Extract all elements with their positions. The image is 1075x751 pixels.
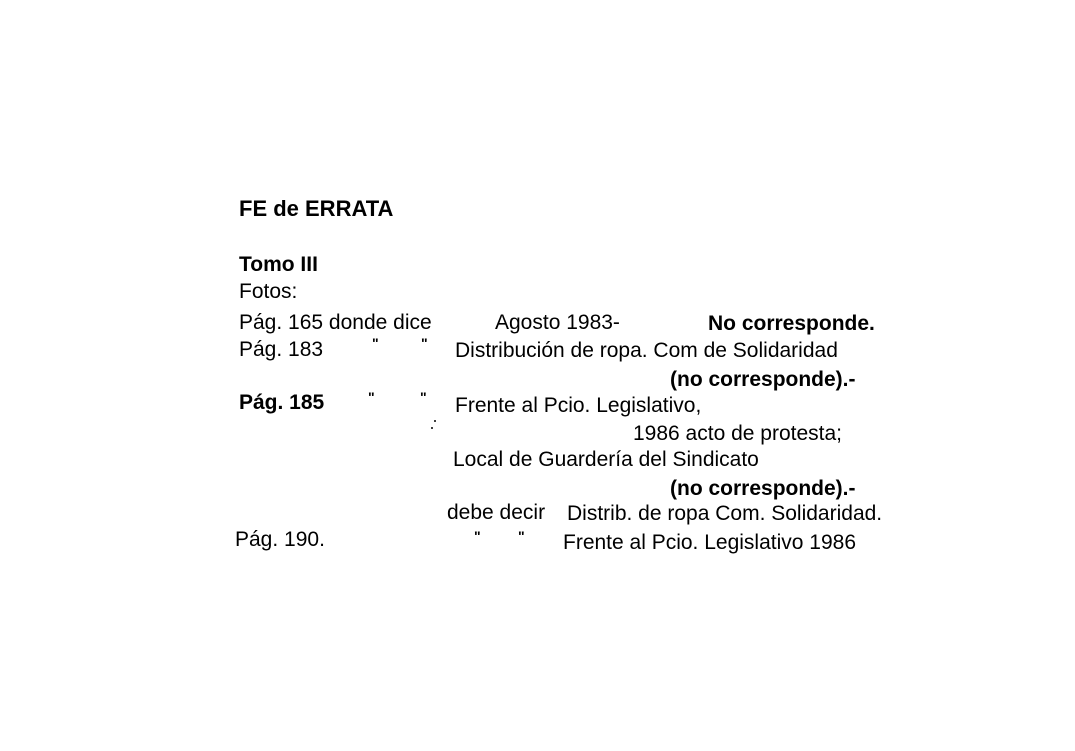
document-title: FE de ERRATA [239, 196, 394, 221]
entry-190-ditto-2: " [518, 528, 525, 544]
entry-185-caption-line-1: Frente al Pcio. Legislativo, [455, 394, 702, 417]
entry-190-caption: Frente al Pcio. Legislativo 1986 [563, 531, 857, 554]
entry-183-ditto-2: " [421, 335, 428, 351]
entry-183-page: Pág. 183 [239, 338, 324, 361]
volume-heading: Tomo III [239, 253, 318, 276]
entry-183-ditto-1: " [372, 335, 379, 351]
entry-185-page: Pág. 185 [239, 391, 325, 414]
entry-183-note: (no corresponde).- [670, 368, 856, 391]
entry-185-caption-line-3: Local de Guardería del Sindicato [453, 448, 759, 471]
entry-165-caption: Agosto 1983- [495, 311, 620, 334]
entry-185-correction: Distrib. de ropa Com. Solidaridad. [567, 502, 883, 525]
section-label: Fotos: [239, 280, 298, 303]
entry-190-page: Pág. 190. [235, 528, 325, 551]
entry-183-caption: Distribución de ropa. Com de Solidaridad [455, 339, 838, 362]
scan-speck [431, 427, 433, 429]
entry-185-correction-label: debe decir [447, 501, 546, 524]
entry-185-ditto-1: " [368, 389, 375, 405]
scan-speck [434, 420, 436, 422]
entry-185-note: (no corresponde).- [670, 477, 856, 500]
entry-185-ditto-2: " [420, 389, 427, 405]
entry-165-note: No corresponde. [708, 312, 875, 335]
entry-190-ditto-1: " [474, 528, 481, 544]
entry-185-caption-line-2: 1986 acto de protesta; [633, 422, 842, 445]
entry-165-page: Pág. 165 donde dice [239, 311, 432, 334]
